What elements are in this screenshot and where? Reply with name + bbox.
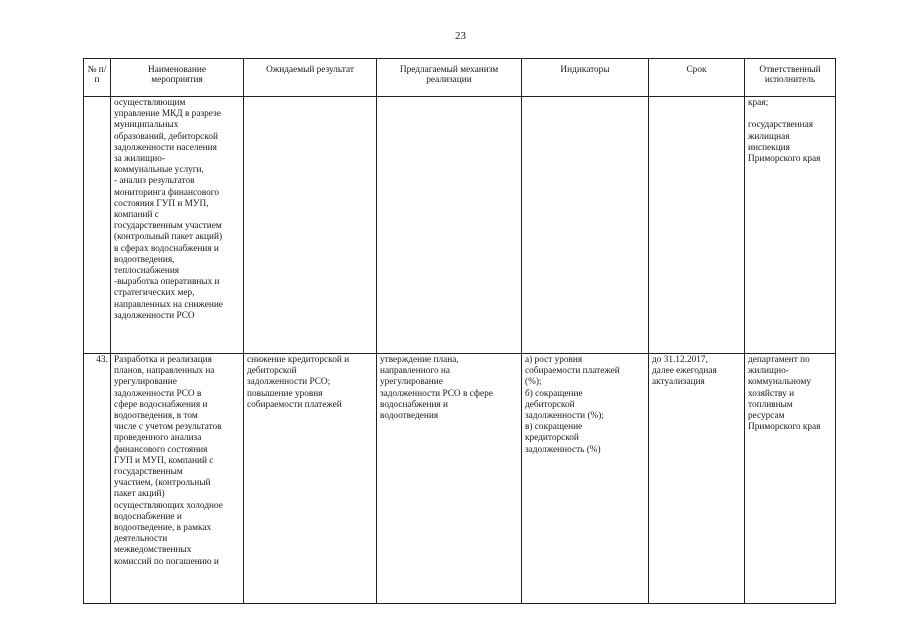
indicators-cell: а) рост уровня собираемости платежей (%); б) сокращение дебиторской задолженности (%); в) сокращение кредиторской задолженность (%) xyxy=(522,354,649,604)
header-mechanism: Предлагаемый механизм реализации xyxy=(377,59,522,97)
expected-result-cell xyxy=(244,97,377,354)
measure-name-cell: осуществляющим управление МКД в разрезе муниципальных образований, дебиторской задолженности населения за жилищно- коммунальные услуги, - анализ результатов мониторинга финансового состояния ГУП и МУП, компаний с государственным участием (контрольный пакет акций) в сферах водоснабжения и водоотведения, теплоснабжения -выработка оперативных и стратегических мер, направленных на снижение задолженности РСО xyxy=(111,97,244,354)
mechanism-cell xyxy=(377,97,522,354)
responsible-cell: края; государственная жилищная инспекция Приморского края xyxy=(745,97,836,354)
deadline-cell xyxy=(649,97,745,354)
table-header-row xyxy=(84,59,836,97)
indicators-cell xyxy=(522,97,649,354)
header-result: Ожидаемый результат xyxy=(244,59,377,97)
deadline-cell: до 31.12.2017, далее ежегодная актуализация xyxy=(649,354,745,604)
table-row xyxy=(84,354,836,604)
expected-result-cell: снижение кредиторской и дебиторской задолженности РСО; повышение уровня собираемости платежей xyxy=(244,354,377,604)
header-indicators: Индикаторы xyxy=(522,59,649,97)
header-deadline: Срок xyxy=(649,59,745,97)
measure-name-cell: Разработка и реализация планов, направленных на урегулирование задолженности РСО в сфере водоснабжения и водоотведения, в том числе с учетом результатов проведенного анализа финансового состояния ГУП и МУП, компаний с государственным участием, (контрольный пакет акций) осуществляющих холодное водоснабжение и водоотведение, в рамках деятельности межведомственных комиссий по погашению и xyxy=(111,354,244,604)
header-responsible: Ответственный исполнитель xyxy=(745,59,836,97)
table-row xyxy=(84,97,836,354)
page-number: 23 xyxy=(455,30,466,42)
header-num: № п/п xyxy=(84,59,111,97)
row-number: 43. xyxy=(84,354,111,604)
measures-table xyxy=(83,58,836,604)
header-name: Наименование мероприятия xyxy=(111,59,244,97)
responsible-cell: департамент по жилищно- коммунальному хозяйству и топливным ресурсам Приморского края xyxy=(745,354,836,604)
row-number xyxy=(84,97,111,354)
mechanism-cell: утверждение плана, направленного на урегулирование задолженности РСО в сфере водоснабжения и водоотведения xyxy=(377,354,522,604)
